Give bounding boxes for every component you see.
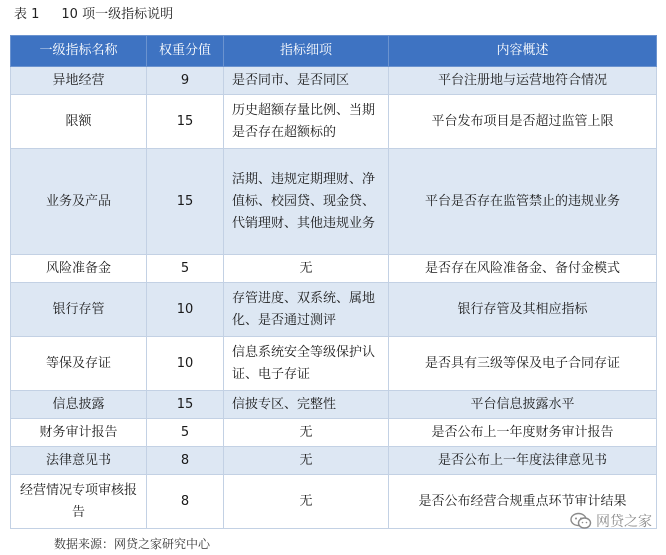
cell-content: 平台信息披露水平 <box>389 391 657 419</box>
cell-name: 银行存管 <box>11 283 147 337</box>
table-header-row <box>11 36 657 67</box>
cell-content: 是否公布上一年度财务审计报告 <box>389 419 657 447</box>
header-content: 内容概述 <box>389 36 657 67</box>
cell-detail: 无 <box>224 475 389 529</box>
table-row <box>11 419 657 447</box>
watermark-text: 网贷之家 <box>596 514 652 530</box>
header-weight: 权重分值 <box>147 36 224 67</box>
cell-weight: 15 <box>147 95 224 149</box>
cell-content: 平台发布项目是否超过监管上限 <box>389 95 657 149</box>
wechat-icon <box>570 512 592 530</box>
table-row <box>11 475 657 529</box>
cell-name: 法律意见书 <box>11 447 147 475</box>
cell-name: 财务审计报告 <box>11 419 147 447</box>
cell-name: 等保及存证 <box>11 337 147 391</box>
cell-detail: 是否同市、是否同区 <box>224 67 389 95</box>
cell-content: 平台注册地与运营地符合情况 <box>389 67 657 95</box>
cell-weight: 5 <box>147 419 224 447</box>
cell-name: 业务及产品 <box>11 149 147 255</box>
header-name: 一级指标名称 <box>11 36 147 67</box>
cell-name: 经营情况专项审核报告 <box>11 475 147 529</box>
cell-detail: 历史超额存量比例、当期是否存在超额标的 <box>224 95 389 149</box>
cell-content: 平台是否存在监管禁止的违规业务 <box>389 149 657 255</box>
cell-weight: 15 <box>147 391 224 419</box>
cell-content: 银行存管及其相应指标 <box>389 283 657 337</box>
cell-name: 风险准备金 <box>11 255 147 283</box>
table-row <box>11 95 657 149</box>
table-row <box>11 391 657 419</box>
wechat-watermark <box>570 510 652 532</box>
cell-content: 是否公布上一年度法律意见书 <box>389 447 657 475</box>
cell-weight: 5 <box>147 255 224 283</box>
cell-weight: 15 <box>147 149 224 255</box>
cell-detail: 信披专区、完整性 <box>224 391 389 419</box>
cell-detail: 无 <box>224 419 389 447</box>
cell-weight: 10 <box>147 337 224 391</box>
header-detail: 指标细项 <box>224 36 389 67</box>
caption-title: 10 项一级指标说明 <box>61 7 174 22</box>
cell-weight: 8 <box>147 447 224 475</box>
cell-detail: 无 <box>224 255 389 283</box>
table-row <box>11 255 657 283</box>
table-row <box>11 337 657 391</box>
cell-name: 限额 <box>11 95 147 149</box>
table-row <box>11 149 657 255</box>
cell-detail: 信息系统安全等级保护认证、电子存证 <box>224 337 389 391</box>
cell-content: 是否存在风险准备金、备付金模式 <box>389 255 657 283</box>
table-row <box>11 447 657 475</box>
cell-weight: 10 <box>147 283 224 337</box>
cell-name: 信息披露 <box>11 391 147 419</box>
cell-detail: 存管进度、双系统、属地化、是否通过测评 <box>224 283 389 337</box>
table-row <box>11 67 657 95</box>
data-source-note: 数据来源：网贷之家研究中心 <box>54 537 211 551</box>
indicator-table <box>10 35 657 529</box>
cell-content: 是否具有三级等保及电子合同存证 <box>389 337 657 391</box>
cell-content: 是否公布经营合规重点环节审计结果 <box>389 475 657 529</box>
cell-detail: 活期、违规定期理财、净值标、校园贷、现金贷、代销理财、其他违规业务 <box>224 149 389 255</box>
table-caption <box>14 4 173 26</box>
cell-weight: 9 <box>147 67 224 95</box>
table-row <box>11 283 657 337</box>
caption-label: 表 1 <box>14 7 40 22</box>
cell-weight: 8 <box>147 475 224 529</box>
cell-name: 异地经营 <box>11 67 147 95</box>
cell-detail: 无 <box>224 447 389 475</box>
